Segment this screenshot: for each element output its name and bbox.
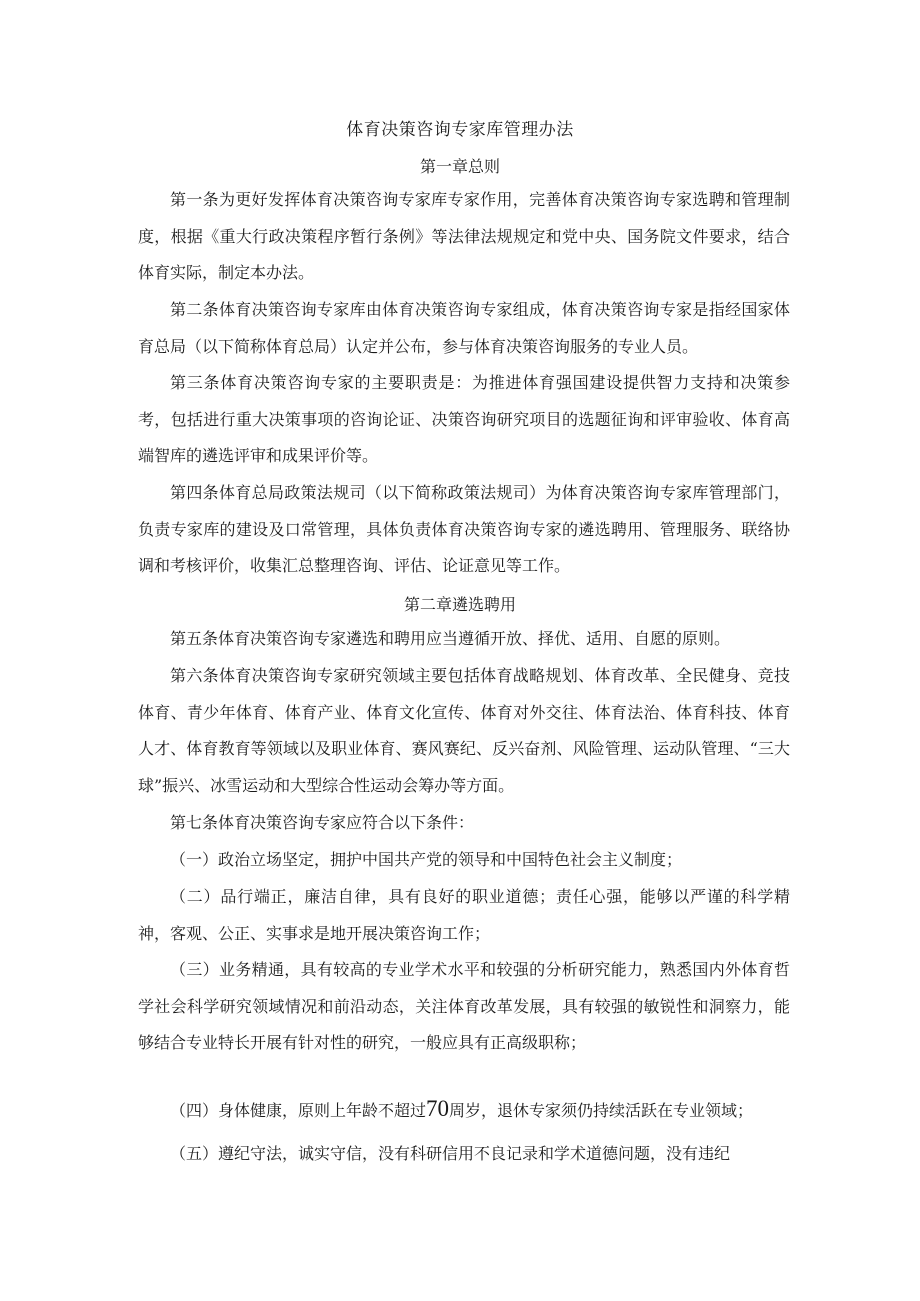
condition-item-2: （二）品行端正，廉洁自律，具有良好的职业道德；责任心强，能够以严谨的科学精神，客观、公正、实事求是地开展决策咨询工作；: [138, 887, 790, 943]
article-2: 第二条体育决策咨询专家库由体育决策咨询专家组成，体育决策咨询专家是指经国家体育总局（以下简称体育总局）认定并公布，参与体育决策咨询服务的专业人员。: [138, 300, 790, 356]
condition-item-3: （三）业务精通，具有较高的专业学术水平和较强的分析研究能力，熟悉国内外体育哲学社会科学研究领域情况和前沿动态，关注体育改革发展，具有较强的敏锐性和洞察力，能够结合专业特长开展有针对性的研究，一般应具有正高级职称；: [138, 960, 790, 1052]
chapter-heading-2: 第二章遴选聘用: [403, 595, 516, 614]
condition-item-4-text-a: （四）身体健康，原则上年龄不超过: [170, 1101, 427, 1120]
condition-item-5: （五）遵纪守法，诚实守信，没有科研信用不良记录和学术道德问题，没有违纪: [170, 1144, 731, 1163]
age-limit-number: 70: [426, 1096, 450, 1121]
chapter-heading-1: 第一章总则: [419, 157, 500, 176]
article-6: 第六条体育决策咨询专家研究领域主要包括体育战略规划、体育改革、全民健身、竞技体育、青少年体育、体育产业、体育文化宣传、体育对外交往、体育法治、体育科技、体育人才、体育教育等领域以及职业体育、赛风赛纪、反兴奋剂、风险管理、运动队管理、“三大球”振兴、冰雪运动和大型综合性运动会筹办等方面。: [138, 666, 790, 795]
condition-item-4: [138, 1091, 790, 1130]
condition-item-4-text-b: 周岁，退休专家须仍持续活跃在专业领域；: [449, 1101, 754, 1120]
document-title: 体育决策咨询专家库管理办法: [346, 120, 574, 140]
article-5: 第五条体育决策咨询专家遴选和聘用应当遵循开放、择优、适用、自愿的原则。: [170, 629, 731, 648]
article-4: 第四条体育总局政策法规司（以下简称政策法规司）为体育决策咨询专家库管理部门，负责专家库的建设及口常管理，具体负责体育决策咨询专家的遴选聘用、管理服务、联络协调和考核评价，收集汇总整理咨询、评估、论证意见等工作。: [138, 483, 790, 575]
article-1: 第一条为更好发挥体育决策咨询专家库专家作用，完善体育决策咨询专家选聘和管理制度，根据《重大行政决策程序暂行条例》等法律法规规定和党中央、国务院文件要求，结合体育实际，制定本办法。: [138, 190, 790, 282]
article-7: 第七条体育决策咨询专家应符合以下条件：: [170, 813, 475, 832]
condition-item-1: （一）政治立场坚定，拥护中国共产党的领导和中国特色社会主义制度；: [170, 850, 683, 869]
article-3: 第三条体育决策咨询专家的主要职责是：为推进体育强国建设提供智力支持和决策参考，包括进行重大决策事项的咨询论证、决策咨询研究项目的选题征询和评审验收、体育高端智库的遴选评审和成果评价等。: [138, 373, 790, 465]
